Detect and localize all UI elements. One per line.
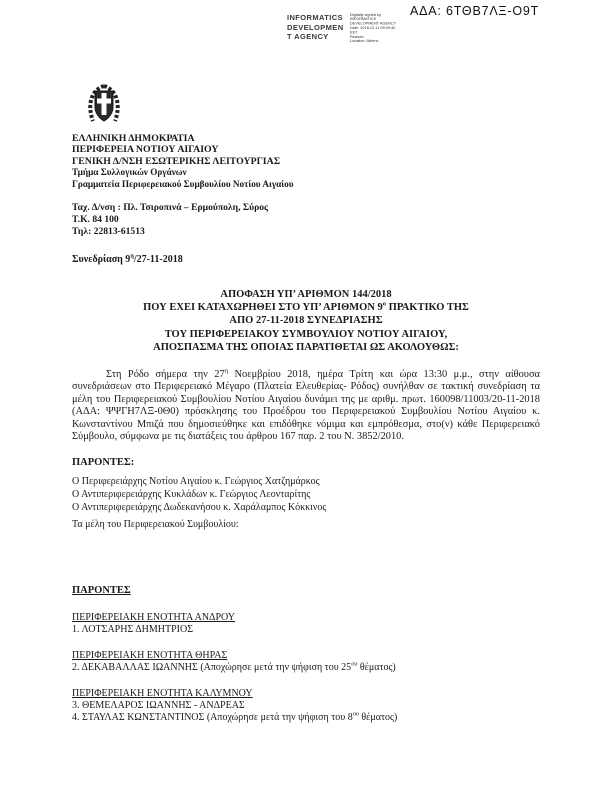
coat-of-arms-svg — [84, 83, 124, 129]
ada-code: ΑΔΑ: 6ΤΘΒ7ΛΞ-Ο9Τ — [410, 4, 540, 18]
title-line-2-text: ΠΟΥ ΕΧΕΙ ΚΑΤΑΧΩΡΗΘΕΙ ΣΤΟ ΥΠ’ ΑΡΙΘΜΟΝ 9 — [143, 302, 383, 314]
session-date: /27-11-2018 — [133, 254, 183, 265]
body-superscript: η — [224, 367, 229, 375]
stamp-sig-line: Reason: — [349, 35, 364, 39]
present-heading: ΠΑΡΟΝΤΕΣ: — [72, 457, 135, 468]
stamp-signature-details — [350, 13, 416, 44]
unit-kalymnou — [72, 688, 397, 725]
address-block — [72, 202, 268, 238]
unit-title: ΠΕΡΙΦΕΡΕΙΑΚΗ ΕΝΟΤΗΤΑ ΘΗΡΑΣ — [72, 650, 228, 661]
letterhead — [72, 133, 293, 190]
phone-number: Τηλ: 22813-61513 — [72, 226, 145, 237]
member-text: 4. ΣΤΑΥΛΑΣ ΚΩΝΣΤΑΝΤΙΝΟΣ (Αποχώρησε μετά την ψήφιση του 8 — [72, 712, 353, 724]
member-text-rest: θέματος) — [357, 662, 396, 674]
body-paragraph — [72, 369, 540, 444]
member-line — [72, 624, 235, 636]
stamp-sig-line: Location: Athens — [349, 39, 378, 44]
official-line: Ο Αντιπεριφερειάρχης Κυκλάδων κ. Γεώργιος Λεονταρίτης — [72, 488, 311, 500]
present-heading-2: ΠΑΡΟΝΤΕΣ — [72, 585, 131, 596]
present-officials-list — [72, 476, 326, 514]
stamp-sig-line: Digitally signed by — [349, 13, 381, 17]
greek-coat-of-arms-icon — [84, 83, 124, 129]
stamp-sig-line: DEVELOPMENT AGENCY — [349, 21, 396, 26]
stamp-agency-line: INFORMATICS — [287, 13, 343, 22]
unit-thiras — [72, 650, 396, 674]
members-intro: Τα μέλη του Περιφερειακού Συμβουλίου: — [72, 519, 239, 530]
stamp-agency-line: T AGENCY — [287, 32, 329, 41]
letterhead-country: ΕΛΛΗΝΙΚΗ ΔΗΜΟΚΡΑΤΙΑ — [72, 133, 195, 144]
title-line-4: ΤΟΥ ΠΕΡΙΦΕΡΕΙΑΚΟΥ ΣΥΜΒΟΥΛΙΟΥ ΝΟΤΙΟΥ ΑΙΓΑΙΟΥ, — [164, 328, 448, 340]
member-text: 2. ΔΕΚΑΒΑΛΛΑΣ ΙΩΑΝΝΗΣ (Αποχώρησε μετά την ψήφιση του 25 — [72, 662, 352, 674]
official-line: Ο Αντιπεριφερειάρχης Δωδεκανήσου κ. Χαράλαμπος Κόκκινος — [72, 501, 327, 513]
member-text: 3. ΘΕΜΕΛΑΡΟΣ ΙΩΑΝΝΗΣ - ΑΝΔΡΕΑΣ — [72, 700, 245, 712]
member-line — [72, 662, 396, 674]
member-superscript: ου — [351, 660, 358, 668]
letterhead-secretariat: Γραμματεία Περιφερειακού Συμβουλίου Νοτίου Αιγαίου — [72, 178, 294, 189]
stamp-sig-line: INFORMATICS — [349, 17, 376, 22]
unit-title: ΠΕΡΙΦΕΡΕΙΑΚΗ ΕΝΟΤΗΤΑ ΚΑΛΥΜΝΟΥ — [72, 688, 253, 699]
postal-address: Ταχ. Δ/νση : Πλ. Τσιροπινά – Ερμούπολη, Σύρος — [72, 202, 269, 213]
unit-title: ΠΕΡΙΦΕΡΕΙΑΚΗ ΕΝΟΤΗΤΑ ΑΝΔΡΟΥ — [72, 612, 235, 623]
stamp-sig-line: EET — [349, 30, 358, 35]
title-line-3: ΑΠΟ 27-11-2018 ΣΥΝΕΔΡΙΑΣΗΣ — [229, 315, 383, 327]
session-superscript: η — [130, 252, 134, 260]
official-line: Ο Περιφερειάρχης Νοτίου Αιγαίου κ. Γεώργιος Χατζημάρκος — [72, 476, 320, 487]
unit-androu — [72, 612, 235, 636]
letterhead-directorate: ΓΕΝΙΚΗ Δ/ΝΣΗ ΕΣΩΤΕΡΙΚΗΣ ΛΕΙΤΟΥΡΓΙΑΣ — [72, 155, 281, 167]
decision-title — [0, 288, 612, 354]
stamp-agency-line: DEVELOPMEN — [287, 22, 344, 32]
stamp-sig-line: Date: 2018.12.11 09:49:40 — [349, 26, 395, 31]
member-line — [72, 712, 397, 724]
body-text: Στη Ρόδο σήμερα την 27 — [106, 369, 225, 380]
member-line — [72, 700, 397, 712]
session-label — [72, 254, 183, 265]
letterhead-region: ΠΕΡΙΦΕΡΕΙΑ ΝΟΤΙΟΥ ΑΙΓΑΙΟΥ — [72, 144, 219, 156]
letterhead-department: Τμήμα Συλλογικών Οργάνων — [72, 167, 187, 178]
digital-signature-stamp — [287, 13, 470, 69]
title-superscript: ο — [382, 300, 387, 308]
title-line-2-rest: ΠΡΑΚΤΙΚΟ ΤΗΣ — [386, 302, 469, 314]
postal-code: Τ.Κ. 84 100 — [72, 214, 119, 225]
member-text-rest: θέματος) — [358, 712, 398, 724]
stamp-agency-name — [287, 13, 344, 69]
member-superscript: ου — [352, 711, 359, 719]
title-line-5: ΑΠΟΣΠΑΣΜΑ ΤΗΣ ΟΠΟΙΑΣ ΠΑΡΑΤΙΘΕΤΑΙ ΩΣ ΑΚΟΛΟΥΘΩΣ: — [153, 341, 459, 353]
session-text: Συνεδρίαση 9 — [72, 254, 131, 265]
body-text-rest: Νοεμβρίου 2018, ημέρα Τρίτη και ώρα 13:30 μ.μ., στην αίθουσα συνεδριάσεων στο Περιφερειακό Μέγαρο (Πλατεία Ελευθερίας- Ρόδος) συνήλθαν σε τακτική συνεδρίαση τα μέλη του Περιφερειακού Συμβουλίου Νοτίου Αιγαίου δυνάμει της με αριθμ. πρωτ. 160098/11003/20-11-2018 (ΑΔΑ: ΨΨΓΗ7ΛΞ-0Θ0) πρόσκλησης του Προέδρου του Περιφερειακού Συμβουλίου Νοτίου Αιγαίου κ. Κωνσταντίνου Μπιζά που δημοσιεύθηκε και επιδόθηκε νόμιμα και εμπρόθεσμα, στο(ν) κάθε Περιφερειακό Σύμβουλο, σύμφωνα με τις διατάξεις του άρθρου 167 παρ. 2 του Ν. 3852/2010. — [72, 369, 540, 443]
title-line-1: ΑΠΟΦΑΣΗ ΥΠ’ ΑΡΙΘΜΟΝ 144/2018 — [220, 289, 392, 300]
member-text: 1. ΛΟΤΣΑΡΗΣ ΔΗΜΗΤΡΙΟΣ — [72, 624, 194, 636]
title-line-2 — [0, 301, 612, 314]
